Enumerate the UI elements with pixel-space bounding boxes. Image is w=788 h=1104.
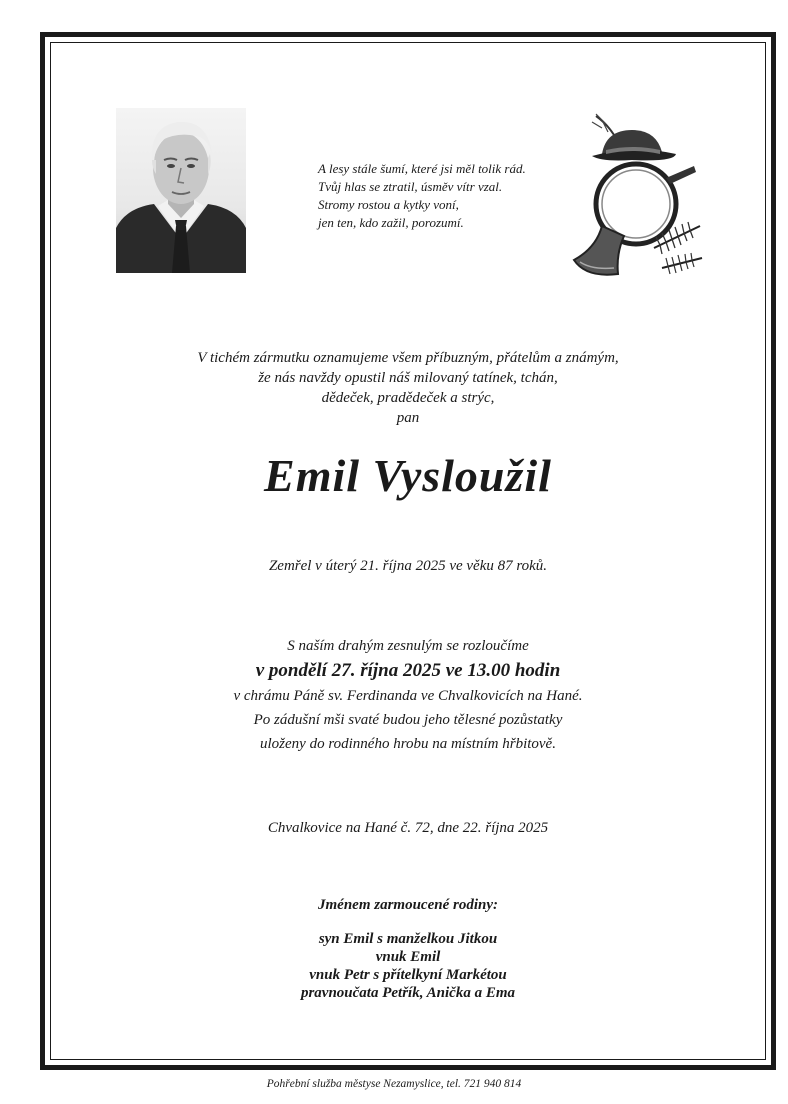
family-member: vnuk Petr s přítelkyní Markétou <box>309 967 507 983</box>
funeral-line: Po zádušní mši svaté budou jeho tělesné pozůstatky <box>253 712 563 728</box>
hunting-horn-icon <box>566 108 706 288</box>
intro-line: dědeček, pradědeček a strýc, <box>321 390 495 406</box>
intro-line: V tichém zármutku oznamujeme všem příbuzným, přátelům a známým, <box>197 350 619 366</box>
poem-line: jen ten, kdo zažil, porozumí. <box>318 215 464 230</box>
poem-block <box>318 160 568 232</box>
family-member: syn Emil s manželkou Jitkou <box>318 931 498 947</box>
funeral-service-footer: Pohřební služba městyse Nezamyslice, tel. 721 940 814 <box>266 1078 522 1090</box>
family-block <box>50 896 766 1002</box>
death-notice: Zemřel v úterý 21. října 2025 ve věku 87 roků. <box>268 558 548 574</box>
place-and-date: Chvalkovice na Hané č. 72, dne 22. října 2025 <box>267 820 549 836</box>
poem-line: Tvůj hlas se ztratil, úsměv vítr vzal. <box>318 179 503 194</box>
announcement-intro <box>50 348 766 428</box>
poem-line: A lesy stále šumí, které jsi měl tolik rád. <box>318 161 526 176</box>
funeral-date-time: v pondělí 27. října 2025 ve 13.00 hodin <box>255 660 561 681</box>
intro-line: pan <box>396 410 420 426</box>
portrait-photo <box>116 108 246 273</box>
family-member: vnuk Emil <box>375 949 441 965</box>
funeral-info <box>50 634 766 756</box>
family-member: pravnoučata Petřík, Anička a Ema <box>300 985 516 1001</box>
poem-line: Stromy rostou a kytky voní, <box>318 197 459 212</box>
family-heading: Jménem zarmoucené rodiny: <box>318 897 498 913</box>
funeral-line: v chrámu Páně sv. Ferdinanda ve Chvalkovicích na Hané. <box>233 688 583 704</box>
funeral-line: uloženy do rodinného hrobu na místním hřbitově. <box>260 736 556 752</box>
deceased-name: Emil Vysloužil <box>264 450 552 501</box>
intro-line: že nás navždy opustil náš milovaný tatínek, tchán, <box>258 370 558 386</box>
funeral-line: S naším drahým zesnulým se rozloučíme <box>287 638 529 654</box>
